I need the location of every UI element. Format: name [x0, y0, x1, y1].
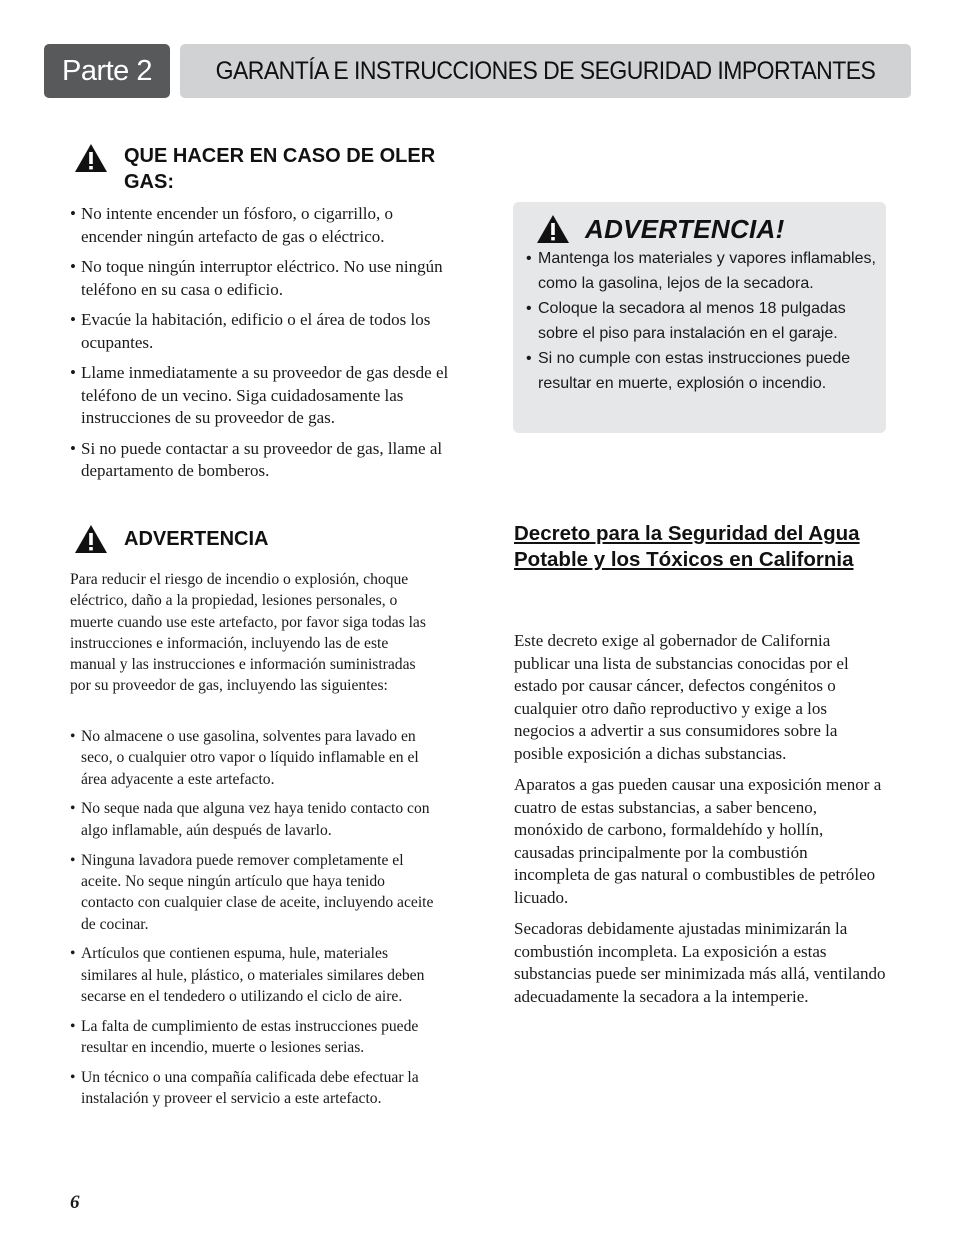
gas-instructions-list — [70, 203, 450, 491]
list-item: • Evacúe la habitación, edificio o el área de todos los ocupantes. — [70, 309, 450, 354]
advertencia-intro: Para reducir el riesgo de incendio o explosión, choque eléctrico, daño a la propiedad, lesiones personales, o muerte cuando use este artefacto, por favor siga todas las instrucciones e información, incluyendo las de este manual y las instrucciones e información suministradas por su proveedor de gas, incluyendo las siguientes: — [70, 571, 426, 695]
prop65-paragraph: Este decreto exige al gobernador de California publicar una lista de substancias conocidas por el estado por causar cáncer, defectos congénitos o cualquier otro daño reproductivo y exige a los negocios a advertir a sus consumidores sobre la posible exposición a dichas substancias. — [514, 631, 849, 763]
page-number: 6 — [70, 1192, 80, 1213]
page-title-text: GARANTÍA E INSTRUCCIONES DE SEGURIDAD IMPORTANTES — [215, 57, 876, 85]
warning-triangle-icon — [74, 524, 108, 554]
gas-heading — [124, 143, 484, 195]
list-item: • Un técnico o una compañía calificada debe efectuar la instalación y proveer el servicio a este artefacto. — [70, 1067, 440, 1110]
prop65-paragraph: Secadoras debidamente ajustadas minimizarán la combustión incompleta. La exposición a estas substancias puede ser minimizada más allá, ventilando adecuadamente la secadora a la intemperie. — [514, 919, 886, 1006]
advertencia-heading: ADVERTENCIA — [124, 528, 269, 550]
warning-triangle-icon — [74, 143, 108, 173]
advertencia-list — [70, 726, 440, 1118]
prop65-body — [514, 630, 886, 1017]
list-item: • Artículos que contienen espuma, hule, materiales similares al hule, plástico, o materiales similares deben secarse en el tendedero o utilizando el ciclo de aire. — [70, 943, 440, 1007]
list-item: • No almacene o use gasolina, solventes para lavado en seco, o cualquier otro vapor o líquido inflamable en el área adyacente a este artefacto. — [70, 726, 440, 790]
prop65-paragraph: Aparatos a gas pueden causar una exposición menor a cuatro de estas substancias, a saber benceno, monóxido de carbono, formaldehído y hollín, causadas principalmente por la combustión incompleta de gas natural o combustibles de petróleo licuado. — [514, 775, 882, 907]
list-item: • Coloque la secadora al menos 18 pulgadas sobre el piso para instalación en el garaje. — [526, 296, 878, 346]
warning-box-title: ADVERTENCIA! — [585, 214, 785, 244]
list-item: • No intente encender un fósforo, o cigarrillo, o encender ningún artefacto de gas o eléctrico. — [70, 203, 450, 248]
list-item: • Si no cumple con estas instrucciones puede resultar en muerte, explosión o incendio. — [526, 346, 878, 396]
list-item: • Ninguna lavadora puede remover completamente el aceite. No seque ningún artículo que haya tenido contacto con cualquier clase de aceite, incluyendo aceite de cocinar. — [70, 850, 440, 935]
list-item: • No toque ningún interruptor eléctrico. No use ningún teléfono en su casa o edificio. — [70, 256, 450, 301]
warning-box-list — [526, 246, 878, 396]
list-item: • Si no puede contactar a su proveedor de gas, llame al departamento de bomberos. — [70, 438, 450, 483]
list-item: • La falta de cumplimiento de estas instrucciones puede resultar en incendio, muerte o lesiones serias. — [70, 1016, 440, 1059]
gas-heading-line1: QUE HACER EN CASO DE OLER — [124, 145, 436, 167]
prop65-title: Decreto para la Seguridad del Agua Potable y los Tóxicos en California — [514, 522, 860, 571]
gas-heading-line2: GAS: — [124, 171, 174, 193]
warning-triangle-icon — [536, 214, 570, 244]
list-item: • No seque nada que alguna vez haya tenido contacto con algo inflamable, aún después de lavarlo. — [70, 798, 440, 841]
list-item: • Mantenga los materiales y vapores inflamables, como la gasolina, lejos de la secadora. — [526, 246, 878, 296]
part-label: Parte 2 — [44, 44, 170, 98]
list-item: • Llame inmediatamente a su proveedor de gas desde el teléfono de un vecino. Siga cuidadosamente las instrucciones de su proveedor de gas. — [70, 362, 450, 430]
page-title — [180, 44, 911, 98]
